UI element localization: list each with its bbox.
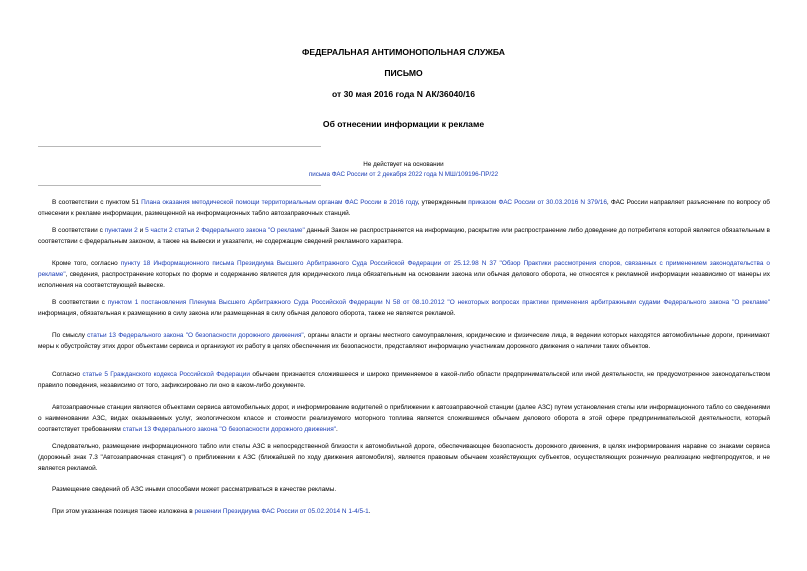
paragraph-text: Автозаправочные станции являются объектами сервиса автомобильных дорог, и информирование водителей о приближении к автозаправочной станции (далее АЗС) путем установления стелы или информационного табло со сведениями о наименовании АЗС, видах оказываемых услуг, экологическом классе и стоимости реализуемого моторного топлива является сложившимся обычаем делового оборота в этой сфере предпринимательской деятельности, который соответствует требованиям bbox=[38, 404, 770, 433]
paragraph-text: . bbox=[368, 508, 371, 515]
paragraph-text: данный Закон не распространяется на информацию, раскрытие или распространение либо доведение до потребителя которой является обязательным в соответствии с федеральным законом, а также на вывески и указатели, не содержащие сведений рекламного характера. bbox=[38, 227, 770, 245]
paragraph-2 bbox=[38, 225, 770, 247]
paragraph-text: В соответствии с пунктом 51 bbox=[52, 199, 142, 206]
paragraph-8 bbox=[38, 441, 770, 474]
paragraph-7 bbox=[38, 402, 770, 435]
paragraph-1 bbox=[38, 197, 770, 219]
document-link[interactable]: решении Президиума ФАС России от 05.02.2014 N 1-4/5-1 bbox=[194, 508, 369, 515]
document-subject: Об отнесении информации к рекламе bbox=[322, 119, 485, 129]
paragraph-text: Кроме того, согласно bbox=[52, 260, 121, 267]
document-link[interactable]: 5 части 2 статьи 2 Федерального закона "О рекламе" bbox=[145, 227, 305, 234]
agency-title: ФЕДЕРАЛЬНАЯ АНТИМОНОПОЛЬНАЯ СЛУЖБА bbox=[302, 47, 505, 57]
paragraph-9 bbox=[38, 484, 770, 495]
document-type: ПИСЬМО bbox=[384, 68, 423, 78]
paragraph-text: обычаем признается сложившееся и широко применяемое в какой-либо области предпринимательской или иной деятельности, не предусмотренное законодательством правило поведения, независимо от того, зафиксировано ли оно в каком-либо документе. bbox=[38, 371, 770, 389]
status-note-text: Не действует на основании bbox=[363, 161, 444, 168]
document-date-number: от 30 мая 2016 года N АК/36040/16 bbox=[331, 89, 475, 99]
paragraph-6 bbox=[38, 369, 770, 391]
paragraph-text: информация, обязательная к размещению в силу закона или размещенная в силу обычая делового оборота, также не является рекламой. bbox=[38, 310, 456, 317]
document-link[interactable]: статьи 13 Федерального закона "О безопасности дорожного движения" bbox=[87, 332, 304, 339]
document-link[interactable]: статьи 13 Федерального закона "О безопасности дорожного движения" bbox=[122, 426, 336, 433]
separator-top bbox=[38, 146, 321, 147]
paragraph-3 bbox=[38, 258, 770, 291]
document-link[interactable]: приказом ФАС России от 30.03.2016 N 379/16 bbox=[468, 199, 607, 206]
paragraph-text: В соответствии с bbox=[52, 299, 108, 306]
document-link[interactable]: пунктом 1 постановления Пленума Высшего Арбитражного Суда Российской Федерации N 58 от 08.10.2012 "О некоторых вопросах практики применения арбитражными судами Федерального закона "О рекламе" bbox=[107, 299, 770, 306]
paragraph-text: , утвержденным bbox=[417, 199, 469, 206]
paragraph-text: По смыслу bbox=[52, 332, 88, 339]
paragraph-text: При этом указанная позиция также изложена в bbox=[52, 508, 195, 515]
paragraph-5 bbox=[38, 330, 770, 352]
paragraph-4 bbox=[38, 297, 770, 319]
paragraph-text: . bbox=[335, 426, 338, 433]
document-link[interactable]: пункту 18 Информационного письма Президиума Высшего Арбитражного Суда Российской Федерации от 25.12.98 N 37 "Обзор Практики рассмотрения споров, связанных с применением законодательства о рекламе" bbox=[38, 260, 770, 278]
paragraph-text: В соответствии с bbox=[52, 227, 105, 234]
paragraph-text: , ФАС России направляет разъяснение по вопросу об отнесении к рекламе информации, размещенной на информационных табло автозаправочных станций. bbox=[38, 199, 770, 217]
status-note-link[interactable]: письма ФАС России от 2 декабря 2022 года N МШ/109196-ПР/22 bbox=[308, 171, 499, 178]
document-link[interactable]: статье 5 Гражданского кодекса Российской Федерации bbox=[82, 371, 250, 378]
paragraph-text: Согласно bbox=[52, 371, 83, 378]
paragraph-text: Размещение сведений об АЗС иными способами может рассматриваться в качестве рекламы. bbox=[52, 486, 337, 493]
paragraph-text: , органы власти и органы местного самоуправления, юридические и физические лица, в ведении которых находятся автомобильные дороги, принимают меры к обустройству этих дорог объектами сервиса и организуют их работу в целях обеспечения их безопасности, представляют информацию участникам дорожного движения о наличии таких объектов. bbox=[38, 332, 770, 350]
document-link[interactable]: пунктами 2 bbox=[104, 227, 138, 234]
document-link[interactable]: Плана оказания методической помощи территориальным органам ФАС России в 2016 году bbox=[141, 199, 418, 206]
paragraph-text: , сведения, распространение которых по форме и содержанию является для юридического лица обязательным на основании закона или обычая делового оборота, не относятся к рекламной информации независимо от манеры их исполнения на соответствующей вывеске. bbox=[38, 271, 770, 289]
paragraph-text: и bbox=[137, 227, 146, 234]
status-note-line bbox=[0, 170, 807, 180]
paragraph-text: Следовательно, размещение информационного табло или стелы АЗС в непосредственной близости к автомобильной дороге, обеспечивающее безопасность дорожного движения, в целях информирования наравне со знаками сервиса (дорожный знак 7.3 "Автозаправочная станция") о приближении к АЗС (ближайшей по ходу движения автомобиля), является правовым обычаем хозяйствующих субъектов, осуществляющих розничную реализацию нефтепродуктов, и не является рекламой. bbox=[38, 443, 770, 472]
separator-bottom bbox=[38, 185, 321, 186]
paragraph-10 bbox=[38, 506, 770, 517]
